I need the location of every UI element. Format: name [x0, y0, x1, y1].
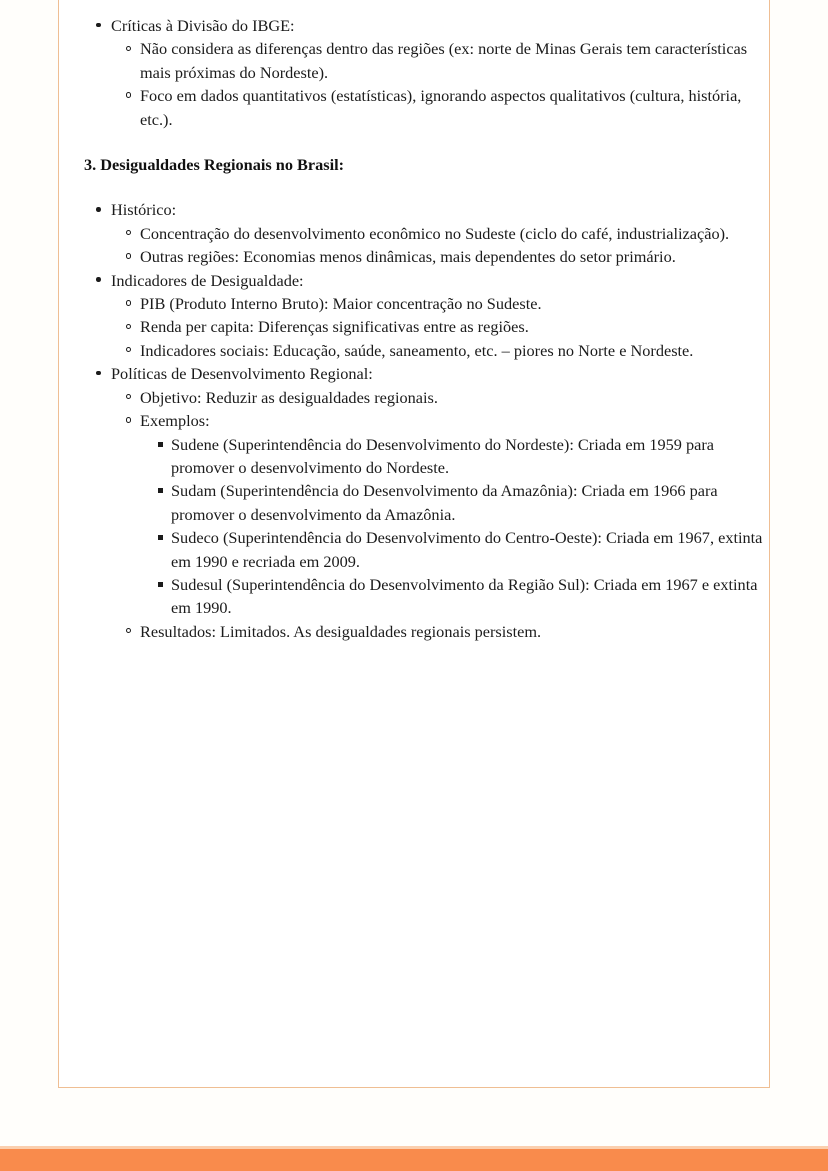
list-item-text: Concentração do desenvolvimento econômico no Sudeste (ciclo do café, industrialização).: [140, 223, 730, 243]
bullet-circle-icon: [126, 92, 131, 97]
list-item: [59, 37, 771, 84]
list-item-text: Histórico:: [111, 200, 177, 220]
list-item-text: Exemplos:: [140, 411, 210, 431]
list-item-text: Indicadores de Desigualdade:: [111, 270, 304, 290]
bullet-disc-icon: [96, 207, 101, 212]
list-desigualdades-regionais: [59, 198, 771, 643]
list-item-text: Resultados: Limitados. As desigualdades regionais persistem.: [140, 621, 542, 641]
bullet-circle-icon: [126, 253, 131, 258]
bullet-circle-icon: [126, 46, 131, 51]
list-item: [59, 222, 771, 245]
bullet-square-icon: [158, 488, 163, 493]
list-item-text: Sudesul (Superintendência do Desenvolvimento da Região Sul): Criada em 1967 e extinta em 1990.: [171, 574, 758, 618]
list-item-text: Não considera as diferenças dentro das regiões (ex: norte de Minas Gerais tem características mais próximas do Nordeste).: [140, 39, 748, 82]
list-item: [59, 198, 771, 221]
list-item: [59, 84, 771, 131]
list-item: [59, 433, 771, 480]
bullet-circle-icon: [126, 394, 131, 399]
list-item: [59, 526, 771, 573]
list-item-text: Renda per capita: Diferenças significativas entre as regiões.: [140, 317, 529, 337]
document-content: [59, 0, 771, 643]
list-item: [59, 245, 771, 268]
list-item-text: Outras regiões: Economias menos dinâmicas, mais dependentes do setor primário.: [140, 247, 676, 267]
bullet-square-icon: [158, 442, 163, 447]
list-item: [59, 339, 771, 362]
list-item: [59, 315, 771, 338]
list-item: [59, 573, 771, 620]
top-spacer: [59, 0, 771, 14]
list-item: [59, 269, 771, 292]
footer-accent-bar: [0, 1146, 828, 1171]
list-item-text: Indicadores sociais: Educação, saúde, saneamento, etc. – piores no Norte e Nordeste.: [140, 340, 694, 360]
page-title: 3. Desigualdades Regionais no Brasil:: [84, 155, 345, 175]
list-criticas-divisao-ibge: [59, 14, 771, 131]
list-item-text: PIB (Produto Interno Bruto): Maior concentração no Sudeste.: [140, 294, 542, 314]
list-item: [59, 386, 771, 409]
list-item-text: Críticas à Divisão do IBGE:: [111, 16, 295, 35]
bullet-circle-icon: [126, 324, 131, 329]
list-item: [59, 14, 771, 37]
heading-spacer-below: [59, 176, 771, 198]
bullet-circle-icon: [126, 230, 131, 235]
bullet-disc-icon: [96, 371, 101, 376]
list-item-text: Objetivo: Reduzir as desigualdades regionais.: [140, 387, 438, 407]
list-item: [59, 479, 771, 526]
bullet-circle-icon: [126, 347, 131, 352]
list-item: [59, 409, 771, 432]
list-item-text: Sudam (Superintendência do Desenvolvimento da Amazônia): Criada em 1966 para promover o desenvolvimento da Amazônia.: [171, 481, 718, 524]
footer-accent-bar-highlight: [0, 1146, 828, 1149]
list-item-text: Foco em dados quantitativos (estatísticas), ignorando aspectos qualitativos (cultura, história, etc.).: [140, 86, 742, 129]
bullet-circle-icon: [126, 628, 131, 633]
list-item: [59, 620, 771, 643]
list-item: [59, 362, 771, 385]
bullet-disc-icon: [96, 277, 101, 282]
list-item-text: Políticas de Desenvolvimento Regional:: [111, 364, 373, 384]
heading-spacer-above: [59, 131, 771, 153]
bullet-square-icon: [158, 582, 163, 587]
bullet-circle-icon: [126, 417, 131, 422]
page-frame: [58, 0, 770, 1088]
bullet-disc-icon: [96, 23, 101, 28]
bullet-circle-icon: [126, 300, 131, 305]
list-item-text: Sudene (Superintendência do Desenvolvimento do Nordeste): Criada em 1959 para promover o desenvolvimento do Nordeste.: [171, 434, 715, 477]
list-item-text: Sudeco (Superintendência do Desenvolvimento do Centro-Oeste): Criada em 1967, extinta em 1990 e recriada em 2009.: [171, 528, 763, 571]
list-item: [59, 292, 771, 315]
bullet-square-icon: [158, 535, 163, 540]
